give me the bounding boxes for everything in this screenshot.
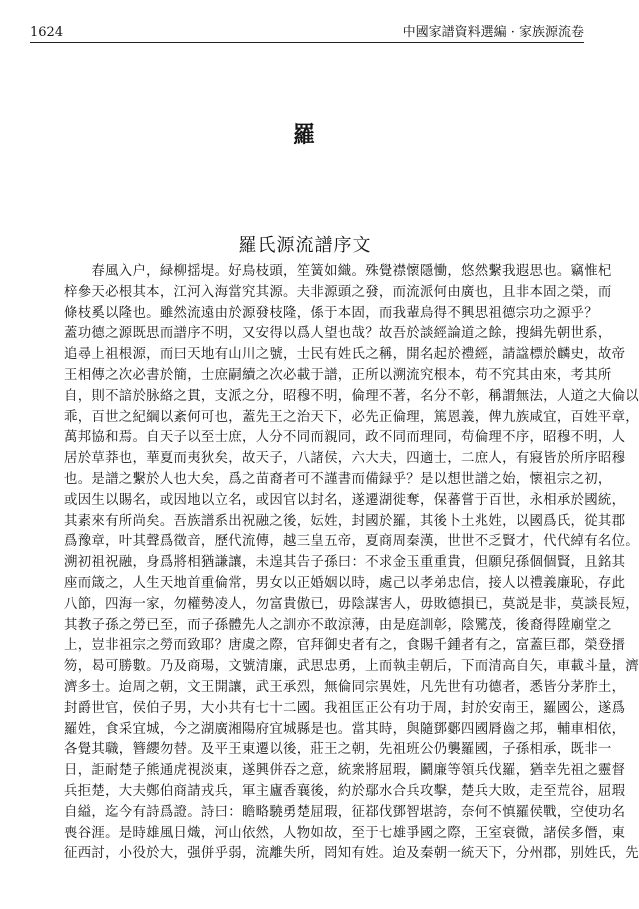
text-line: 居於草莽也，華夏而夷狄矣，故天子，八諸侯，六大夫，四適士，二庶人，有寢皆於所序昭穆	[64, 451, 626, 467]
text-line: 春風入户，緑柳揺堤。好鳥枝頭，笙簧如織。殊覺襟懷隱慟，悠然繫我遐思也。竊惟杞	[64, 264, 612, 279]
text-line: 溯初祖祝融，身爲將相猶謙讓，未遑其告子孫曰：不求金玉重重貴，但願兒孫個個賢，且銘其	[64, 555, 626, 571]
text-line: 笏，曷可勝數。乃及商瑒，文號清廉，武思忠勇，上而執圭朝后，下而清高自矢，車載斗量，濟	[64, 659, 639, 675]
text-line: 條枝奚以隆也。雖然流遠由於源發枝隆，係于本固，而我輩烏得不興思祖德宗功之源乎？	[64, 305, 598, 321]
text-line: 濟多士。迨周之朝，文王開讓，武王承烈，無倫同宗異姓，凡先世有功德者，悉皆分茅胙土，	[64, 679, 626, 695]
text-line: 蓋功德之源既思而譜序不明，又安得以爲人望也哉？故吾於談經論道之餘，搜緝先朝世系，	[64, 326, 612, 342]
surname-heading: 羅	[292, 122, 317, 148]
text-line: 王相傳之次必書於簡，士庶嗣續之次必載于譜，正所以溯流究根本，苟不究其由來，考其所	[64, 367, 612, 383]
text-line: 征西討，小役於大，强併乎弱，流離失所，罔知有姓。迨及秦朝一統天下，分州郡，别姓氏，先	[64, 846, 639, 862]
text-line: 萬邦協和焉。自天子以至士庶，人分不同而親同，政不同而理同，苟倫理不序，昭穆不明，人	[64, 430, 626, 446]
text-line: 兵拒楚，大夫鄭伯商請戎兵，軍主廬香襄後，約於鄢水合兵攻擊，楚兵大敗，走至荒谷，屈瑕	[64, 783, 626, 799]
header-rule	[30, 42, 584, 43]
text-line: 其教子孫之勞已至，而子孫體先人之訓亦不敢涼薄，由是庭訓彰，陰騭茂，後裔得陞廟堂之	[64, 617, 612, 633]
text-line: 羅姓，食采宜城，今之湖廣湘陽府宜城縣是也。當其時，與隨鄧鄾四國脣齒之邦，輔車相依，	[64, 721, 626, 737]
text-line: 八節，四海一家，勿權勢凌人，勿富貴傲已，毋陰謀害人，毋敗德損已，莫説是非，莫談長短，	[64, 596, 639, 612]
running-title: 中國家譜資料選編 · 家族源流卷	[402, 25, 584, 40]
text-line: 也。是譜之繫於人也大矣，爲之苗裔者可不謹書而備録乎？是以想世譜之始，懷祖宗之初，	[64, 471, 612, 487]
running-header	[30, 18, 584, 40]
text-line: 爲豫章，叶其聲爲徵音，歷代流傳，越三皇五帝，夏商周秦漢，世世不乏賢才，代代綽有名位。	[64, 534, 639, 550]
text-line: 喪谷涯。是時雄風日熾，河山依然，人物如故，至于七雄爭國之際，王室衰微，諸侯多僭，東	[64, 825, 626, 841]
text-line: 各覺其職，簪纓勿替。及平王東遷以後，莊王之朝，先祖班公仍襲羅國，子孫相承，既非一	[64, 742, 612, 758]
section-title: 羅氏源流譜序文	[238, 235, 372, 256]
body-text	[64, 262, 639, 865]
text-line: 追尋上祖根源，而曰天地有山川之號，士民有姓氏之稱，開名起於禮經，請諡標於麟史，故帝	[64, 347, 626, 363]
text-line: 封爵世官，侯伯子男，大小共有七十二國。我祖匡正公有功于周，封於安南王，羅國公，遂爲	[64, 700, 626, 716]
text-line: 日，詎耐楚子熊通虎視淡東，遂興併吞之意，統衆將屈瑕，鬬廉等領兵伐羅，猶幸先祖之靈督	[64, 763, 626, 779]
text-line: 上，豈非祖宗之勞而致耶？唐虞之際，官拜御史者有之，食賜千鍾者有之，富蓋巨郡，榮登搢	[64, 638, 626, 654]
text-line: 自縊，迄今有詩爲證。詩曰：瞻略驍勇楚屈瑕，征鄀伐鄧智堪誇，奈何不慎羅侯戰，空使功名	[64, 804, 626, 820]
text-line: 梓參天必根其本，江河入海當究其源。夫非源頭之發，而流派何由廣也，且非本固之榮，而	[64, 284, 612, 300]
page-number: 1624	[30, 25, 64, 40]
text-line: 座而箴之，人生天地首重倫常，男女以正婚姻以時，處己以孝弟忠信，接人以禮義廉恥，存此	[64, 575, 626, 591]
text-line: 或因生以賜名，或因地以立名，或因官以封名，遂遷湖徙奪，保蕃嘗于百世，永相承於國統，	[64, 492, 626, 508]
text-line: 自，則不諳於脉絡之貫，支派之分，昭穆不明，倫理不著，名分不彰，稱謂無法，人道之大倫以	[64, 388, 639, 404]
text-line: 其素來有所尚矣。吾族譜系出祝融之後，妘姓，封國於羅，其後卜土兆姓，以國爲氏，從其郡	[64, 513, 626, 529]
text-line: 乖，百世之紀綱以紊何可也，蓋先王之治天下，必先正倫理，篤恩義，俾九族咸宜，百姓平章，	[64, 409, 639, 425]
